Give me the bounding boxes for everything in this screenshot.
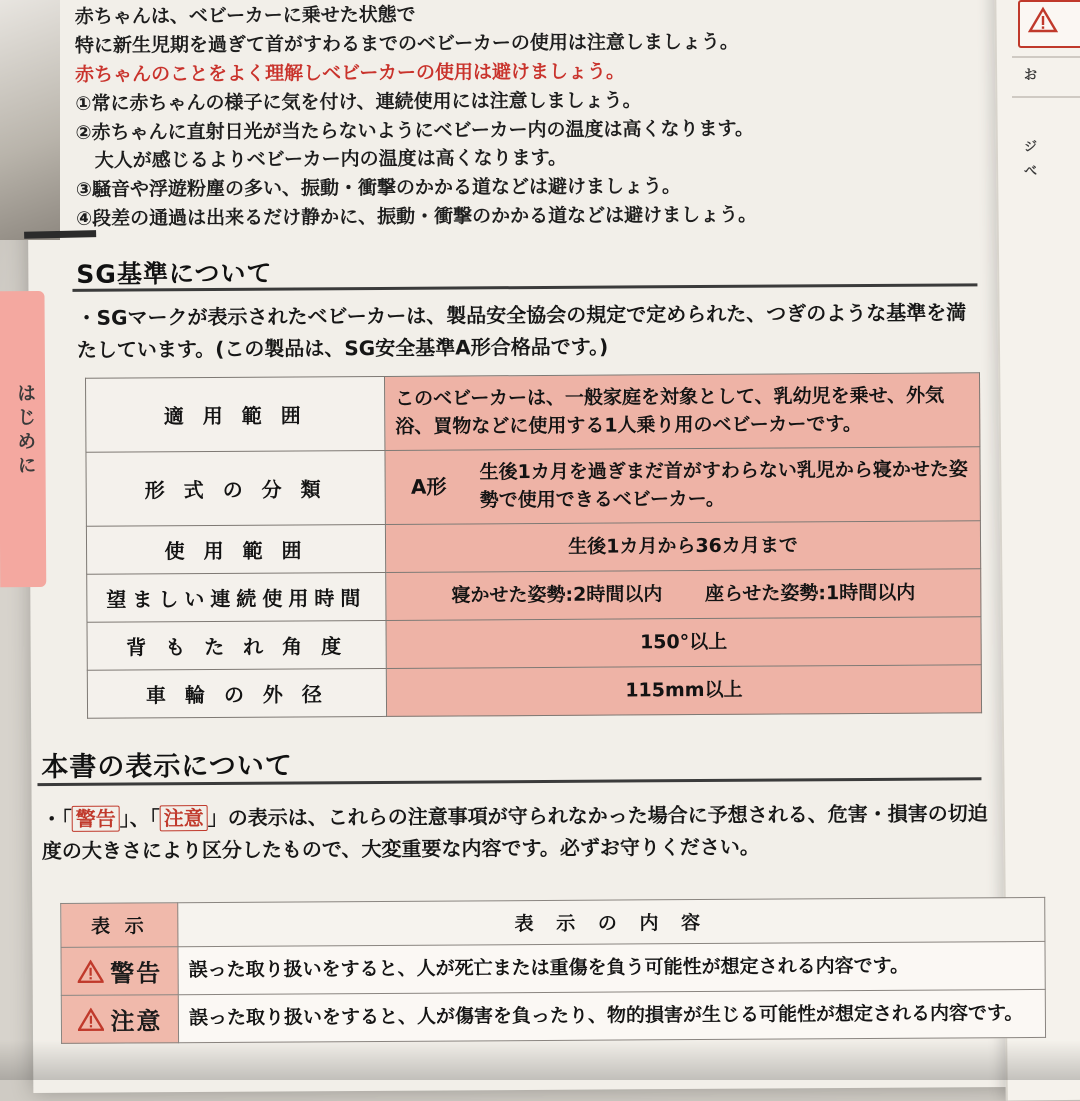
table-row: [61, 989, 1045, 1043]
top-warning-line-4: ①常に赤ちゃんの様子に気を付け、連続使用には注意しましょう。: [75, 88, 642, 115]
page-mark: [24, 230, 96, 239]
sg-row-label-0: 適 用 範 囲: [86, 376, 385, 452]
warning-triangle-icon: [77, 959, 103, 983]
display-signal-cell-1: [61, 995, 178, 1044]
top-warning-line-2: 特に新生児期を過ぎて首がすわるまでのベビーカーの使用は注意しましょう。: [74, 30, 739, 57]
display-header-col2: 表 示 の 内 容: [178, 897, 1045, 946]
table-row: [61, 941, 1045, 995]
sg-row-value-1: [385, 447, 980, 525]
sg-row-value-2: 生後1カ月から36カ月まで: [385, 521, 980, 573]
display-header-col1: 表 示: [61, 903, 178, 948]
inline-caution-word: 注意: [160, 805, 208, 831]
table-row: [86, 373, 980, 453]
display-description-1: 誤った取り扱いをすると、人が傷害を負ったり、物的損害が生じる可能性が想定される内容です。: [178, 989, 1045, 1042]
paragraph-post: 」の表示は、これらの注意事項が守られなかった場合に予想される、危害・損害の切迫度の大きさにより区分したもので、大変重要な内容です。必ずお守りください。: [41, 801, 988, 864]
table-row: [86, 521, 980, 574]
top-warning-line-3: 赤ちゃんのことをよく理解しベビーカーの使用は避けましょう。: [75, 60, 626, 86]
section-tab-label: はじめに: [14, 383, 37, 480]
warning-triangle-icon: [77, 1007, 103, 1031]
table-row: [87, 665, 981, 718]
sg-row-value-0: このベビーカーは、一般家庭を対象として、乳幼児を乗せ、外気浴、買物などに使用する1人乗り用のベビーカーです。: [384, 373, 979, 451]
table-row: [87, 617, 981, 670]
section-title-sg: SG基準について: [76, 258, 273, 289]
section-tab-hajimeni: [0, 291, 46, 587]
section-paragraph-sg: ・SGマークが表示されたベビーカーは、製品安全協会の規定で定められた、つぎのような基準を満たしています。(この製品は、SG安全基準A形合格品です。): [76, 300, 967, 362]
top-warning-line-8: ③騒音や浮遊粉塵の多い、振動・衝撃のかかる道などは避けましょう。: [75, 175, 682, 202]
sg-row-label-3: 望ましい連続使用時間: [87, 573, 386, 623]
sg-row-value-3a: 寝かせた姿勢:2時間以内: [451, 583, 663, 607]
sg-row-label-4: 背 も た れ 角 度: [87, 621, 386, 671]
section-paragraph-display: [42, 797, 992, 868]
section-title-display: 本書の表示について: [41, 750, 293, 784]
display-meaning-table: [60, 897, 1046, 1044]
display-signal-label-1: 注意: [110, 1007, 163, 1036]
display-description-0: 誤った取り扱いをすると、人が死亡または重傷を負う可能性が想定される内容です。: [178, 941, 1045, 994]
top-warning-line-5: ②赤ちゃんに直射日光が当たらないようにベビーカー内の温度は高くなります。: [75, 117, 754, 144]
top-warning-line-9: ④段差の通過は出来るだけ静かに、振動・衝撃のかかる道などは避けましょう。: [75, 203, 758, 230]
warning-triangle-icon: [1028, 6, 1058, 38]
sg-row-value-4: 150°以上: [386, 617, 981, 669]
sg-standards-table: [85, 372, 982, 719]
sg-row-value-5: 115mm以上: [386, 665, 981, 717]
table-row: [86, 447, 980, 527]
sg-row-value-3: [386, 569, 981, 621]
sg-row-label-5: 車 輪 の 外 径: [87, 669, 386, 719]
sg-type-badge: A形: [410, 474, 447, 499]
sg-row-value-1-text: 生後1カ月を過ぎまだ首がすわらない乳児から寝かせた姿勢で使用できるベビーカー。: [479, 458, 968, 512]
top-warning-block: [75, 0, 866, 234]
sg-row-label-2: 使 用 範 囲: [86, 525, 385, 575]
display-signal-label-0: 警告: [110, 959, 163, 988]
sg-row-value-3b: 座らせた姿勢:1時間以内: [704, 581, 916, 605]
right-page-fragment-2: べ: [1024, 164, 1038, 179]
inline-warning-word: 警告: [72, 806, 120, 832]
table-row: [87, 569, 981, 622]
paragraph-mid: 」、「: [119, 806, 160, 831]
right-page-rule-1: [1012, 56, 1080, 58]
right-page-fragment-0: お: [1024, 68, 1038, 83]
right-page-rule-2: [1012, 96, 1080, 98]
top-warning-line-6: 大人が感じるよりベビーカー内の温度は高くなります。: [75, 147, 568, 173]
paragraph-pre: ・「: [41, 806, 72, 832]
sg-row-label-1: 形 式 の 分 類: [86, 451, 385, 527]
table-header-row: [61, 897, 1045, 947]
right-page-fragment-1: ジ: [1024, 140, 1038, 155]
top-warning-line-1: 赤ちゃんは、ベビーカーに乗せた状態で: [74, 3, 416, 28]
display-signal-cell-0: [61, 947, 178, 996]
